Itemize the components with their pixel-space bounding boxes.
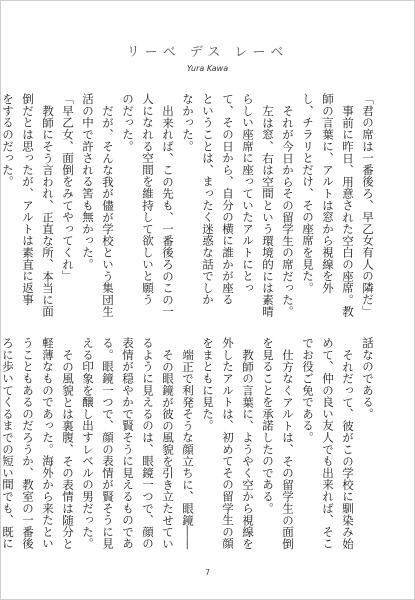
paragraph: 話なのである。 [361,337,375,420]
paragraph: 教師にそう言われ、正直な所、本当に面倒だとは思ったが、アルトは素直に返事をするのだった。 [1,93,55,317]
paragraph: 端正で利発そうな顔立ちに、眼鏡―― [181,348,195,550]
author-name: Yura Kawa [186,64,229,73]
paragraph: 事前に昨日、用意された空白の座席。教師の言葉に、アルトは窓から視線を外し、チラリとだけ、その座席を見た。 [301,93,355,317]
page-header [1,41,414,73]
paragraph: それだって、彼がこの学校に馴染み始めて、仲の良い友人でも出来れば、そこでお役ご免である。 [301,337,355,550]
paragraph: 教師の言葉に、ようやく空から視線を外したアルトは、初めてその留学生の顔をまともに見た。 [201,337,255,550]
paragraph: 左は窓、右は空間という環境的には素晴らしい座席に座っていたアルトにとって、その日から、自分の横に誰かが座るということは、まったく迷惑な話でしかなかった。 [181,93,275,317]
page-number: 7 [204,568,211,577]
lower-text-column-block [0,337,378,559]
paragraph: 出来れば、この先も、一番後ろのこの一人になれる空間を維持して欲しいと願うのだった。 [121,93,175,317]
upper-text-column-block [0,93,378,317]
story-title: リーベ デス レーベ [126,45,289,60]
paragraph: だが、そんな我が儘が学校という集団生活の中で許される筈も無かった。 [81,93,115,317]
paragraph: 「早乙女、面倒をみてやってくれ」 [61,93,75,282]
paragraph: その風貌とは裏腹、その表情は随分と軽薄なものであった。海外から来たということもあるのだろうか、教室の一番後ろに歩いてくるまでの短い間でも、既に [1,337,75,550]
paragraph: それが今日からその留学生の席だった。 [281,104,295,317]
paragraph: 「君の席は一番後ろ、早乙女有人の隣だ」 [361,93,375,318]
paragraph: その眼鏡が彼の風貌を引き立たせているように見えるのは、眼鏡一つで、顔の表情が穏やかで賢そうに見えるものである。眼鏡一つで、顔の表情が賢そうに見える印象を醸し出すレベルの男だった。 [81,337,175,550]
paragraph: 仕方なくアルトは、その留学生の面倒を見ることを承諾したのである。 [261,337,295,550]
